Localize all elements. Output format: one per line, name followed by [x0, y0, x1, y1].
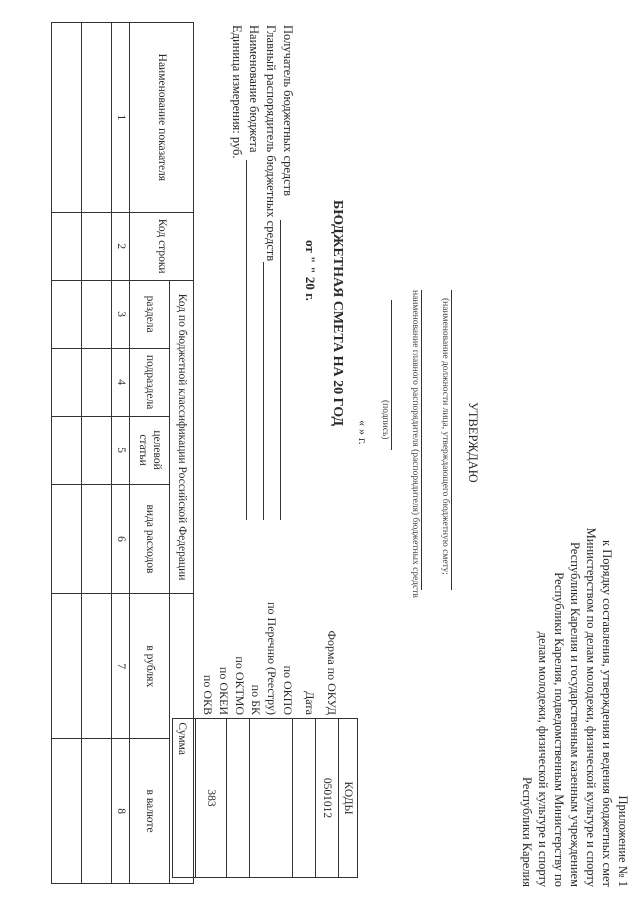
- code-label: Дата: [303, 691, 317, 715]
- col-header-target: целевой статьи: [130, 416, 170, 484]
- col-number: 7: [112, 594, 130, 739]
- code-label: Форма по ОКУД: [325, 630, 339, 715]
- approve-title: УТВЕРЖДАЮ: [466, 402, 480, 483]
- estimate-date: от " " 20 г.: [303, 240, 318, 301]
- col-number: 5: [112, 416, 130, 484]
- field-main-manager: Главный распорядитель бюджетных средств: [264, 25, 278, 262]
- appendix-line: Республики Карелия: [520, 776, 534, 887]
- field-main-manager-line: [263, 262, 264, 520]
- code-label: по ОКПО: [281, 665, 295, 715]
- appendix-line: Приложение № 1: [616, 795, 630, 887]
- col-header-section: раздела: [130, 280, 170, 348]
- code-label: по ОКВ: [201, 674, 215, 715]
- code-value: [293, 719, 316, 878]
- col-header-subsection: подраздела: [130, 348, 170, 416]
- appendix-line: Министерством по делам молодежи, физической культуре и спорту: [584, 527, 598, 887]
- col-header-rub: в рублях: [130, 594, 170, 739]
- col-header-classification: Код по бюджетной классификации Российской Федерации: [170, 280, 194, 594]
- code-value: 383: [196, 719, 227, 878]
- code-value: 0501012: [316, 719, 339, 878]
- codes-table: [172, 718, 358, 878]
- col-number: 8: [112, 739, 130, 884]
- field-budget-name-line: [246, 160, 247, 520]
- codes-header: КОДЫ: [339, 719, 358, 878]
- col-number: 6: [112, 484, 130, 594]
- col-header-expense: вида расходов: [130, 484, 170, 594]
- appendix-line: Республики Карелия и государственным казенным учреждением: [568, 542, 582, 887]
- field-budget-name: Наименование бюджета: [247, 25, 261, 153]
- position-line: [451, 290, 452, 590]
- appendix-line: к Порядку составления, утверждения и ведения бюджетных смет: [600, 540, 614, 887]
- col-number: 1: [112, 23, 130, 213]
- budget-table: [51, 22, 194, 884]
- appendix-line: Республики Карелия, подведомственным Министерству по: [552, 572, 566, 887]
- signature-hint: (подпись): [380, 400, 390, 440]
- org-hint: наименование главного распорядителя (распорядителя) бюджетных средств: [410, 290, 420, 598]
- page-title: БЮДЖЕТНАЯ СМЕТА НА 20 ГОД: [330, 200, 345, 427]
- col-header-name: Наименование показателя: [130, 23, 194, 213]
- field-unit: Единица измерения: руб.: [230, 25, 244, 159]
- approve-date: « » г.: [356, 420, 370, 445]
- position-hint: (наименование должности лица, утверждающего бюджетную смету;: [440, 298, 450, 575]
- field-recipient-line: [280, 220, 281, 520]
- table-row: [82, 23, 112, 884]
- signature-line: [391, 300, 392, 450]
- org-line: [421, 290, 422, 590]
- table-row: [52, 23, 82, 884]
- col-number: 2: [112, 212, 130, 280]
- col-header-code: Код строки: [130, 212, 194, 280]
- code-label: по ОКЕИ: [217, 666, 231, 715]
- field-recipient: Получатель бюджетных средств: [281, 25, 295, 197]
- code-label: по ОКТМО: [233, 656, 247, 715]
- col-number: 4: [112, 348, 130, 416]
- appendix-line: делам молодежи, физической культуре и спорту: [536, 631, 550, 887]
- col-number: 3: [112, 280, 130, 348]
- code-value: [227, 719, 250, 878]
- code-label: по Перечню (Реестру): [265, 602, 279, 715]
- col-header-sum: Сумма: [170, 594, 194, 884]
- col-header-cur: в валюте: [130, 739, 170, 884]
- code-value: [250, 719, 293, 878]
- code-label: по БК: [249, 684, 263, 715]
